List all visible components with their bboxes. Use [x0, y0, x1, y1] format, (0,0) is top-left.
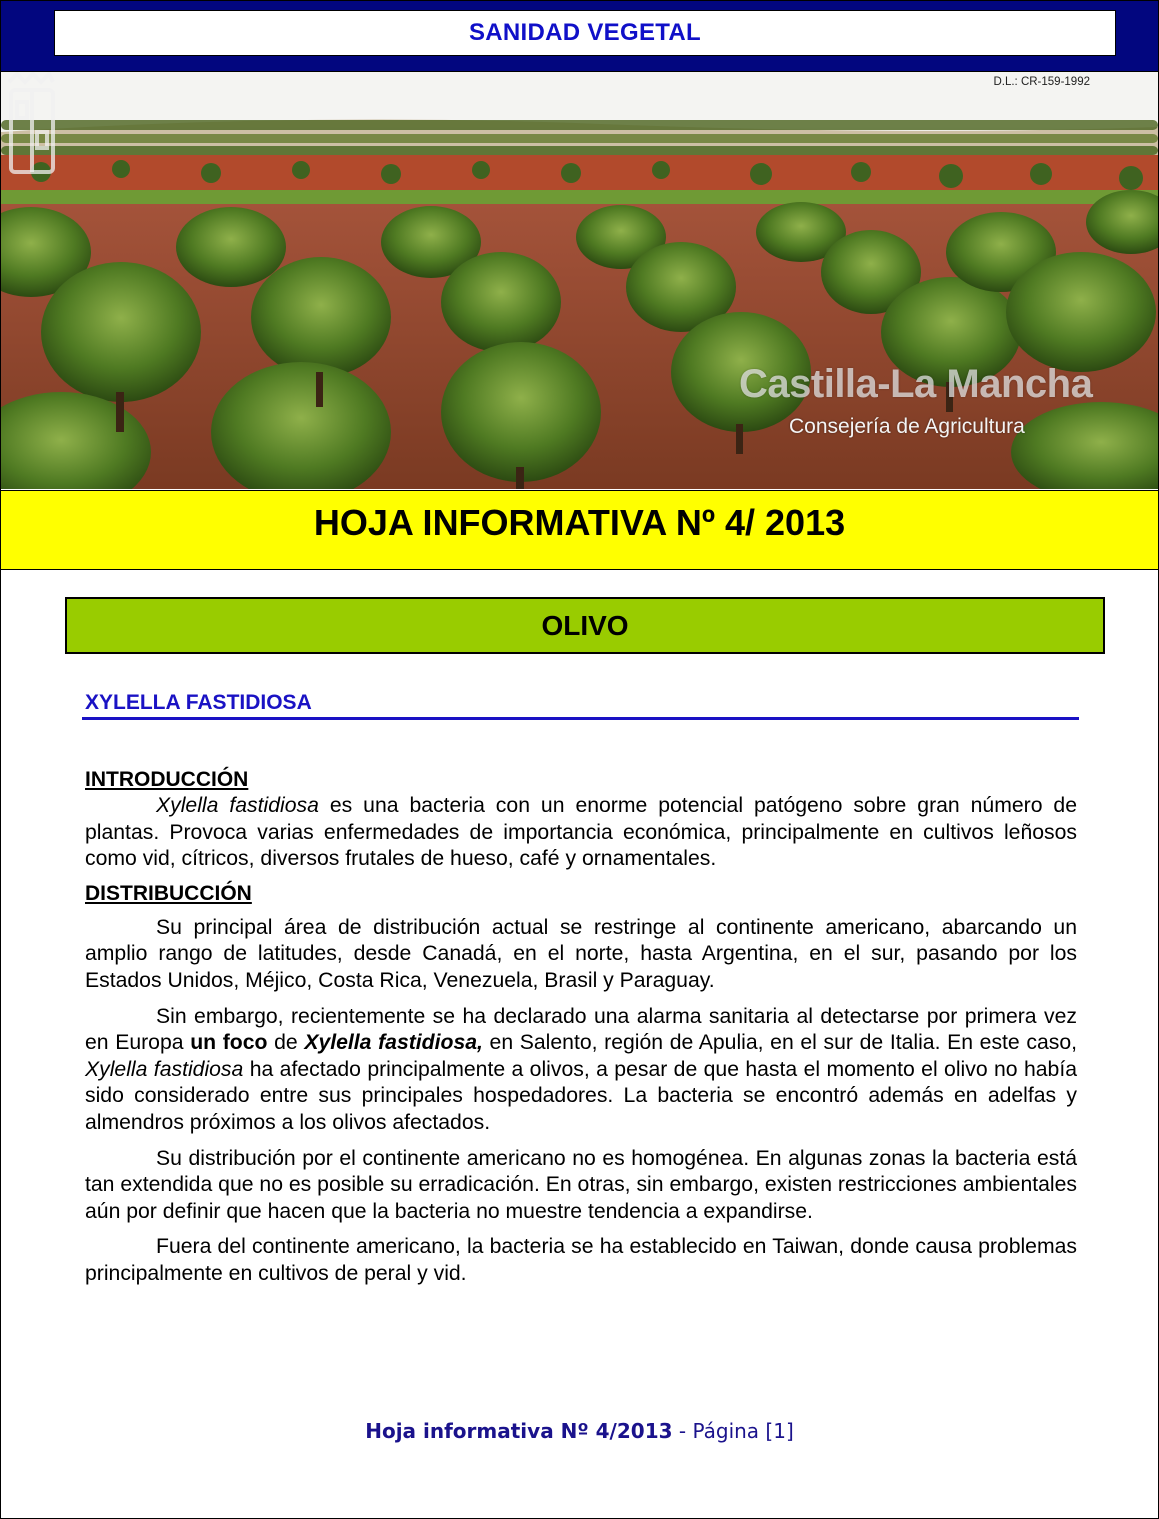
castilla-la-mancha-emblem-icon	[1, 72, 61, 182]
text-run: de	[267, 1031, 305, 1055]
crop-title: OLIVO	[541, 609, 629, 641]
footer-page: - Página [1]	[672, 1419, 794, 1443]
text-run: Sin embargo, recientemente se ha declarado una alarma sanitaria al detectarse por primera vez en Europa	[85, 1004, 1077, 1055]
distribution-paragraph-4: Fuera del continente americano, la bacteria se ha establecido en Taiwan, donde causa problemas principalmente en cultivos de peral y vid.	[85, 1235, 1077, 1285]
page-footer	[1, 1419, 1158, 1443]
issue-band	[1, 490, 1158, 570]
brand-name: Castilla-La Mancha	[739, 362, 1093, 406]
species-name: Xylella fastidiosa	[156, 794, 319, 817]
brand-subtitle: Consejería de Agricultura	[789, 415, 1025, 438]
distribution-paragraph-3: Su distribución por el continente americano no es homogénea. En algunas zonas la bacteria está tan extendida que no es posible su erradicación. En otras, sin embargo, existen restricciones ambientales aún por definir que hacen que la bacteria no muestre tendencia a expandirse.	[85, 1146, 1077, 1223]
distribution-paragraph-1: Su principal área de distribución actual se restringe al continente americano, abarcando un amplio rango de latitudes, desde Canadá, en el norte, hasta Argentina, en el sur, pasando por los Estados Unidos, Méjico, Costa Rica, Venezuela, Brasil y Paraguay.	[85, 915, 1077, 992]
topic-title: XYLELLA FASTIDIOSA	[85, 691, 312, 714]
topic-rule	[82, 717, 1079, 720]
header-band	[1, 1, 1158, 72]
intro-heading: INTRODUCCIÓN	[85, 768, 249, 791]
species-name: Xylella fastidiosa	[85, 1057, 244, 1081]
footer-issue: Hoja informativa Nº 4/2013	[365, 1419, 673, 1443]
text-run-bold: un foco	[190, 1031, 268, 1055]
vineyard-photo	[1, 72, 1158, 489]
header-title: SANIDAD VEGETAL	[468, 19, 702, 46]
article-body	[85, 767, 1077, 1288]
distribution-paragraph-2	[85, 1004, 1077, 1137]
distribution-heading: DISTRIBUCCIÓN	[85, 881, 252, 905]
text-run: en Salento, región de Apulia, en el sur de Italia. En este caso,	[482, 1031, 1078, 1055]
legal-deposit: D.L.: CR-159-1992	[993, 76, 1090, 88]
issue-title: HOJA INFORMATIVA Nº 4/ 2013	[313, 502, 846, 543]
header-title-box	[54, 10, 1116, 56]
crop-box	[65, 597, 1105, 654]
text-run: ha afectado principalmente a olivos, a pesar de que hasta el momento el olivo no había sido considerado entre sus principales hospedadores. La bacteria se encontró además en adelfas y almendros próximos a los olivos afectados.	[85, 1057, 1077, 1134]
intro-text: es una bacteria con un enorme potencial patógeno sobre gran número de plantas. Provoca varias enfermedades de importancia económica, principalmente en cultivos leñosos como vid, cítricos, diversos frutales de hueso, café y ornamentales.	[85, 794, 1078, 871]
species-name-bold: Xylella fastidiosa,	[304, 1031, 483, 1055]
intro-paragraph	[85, 793, 1077, 873]
